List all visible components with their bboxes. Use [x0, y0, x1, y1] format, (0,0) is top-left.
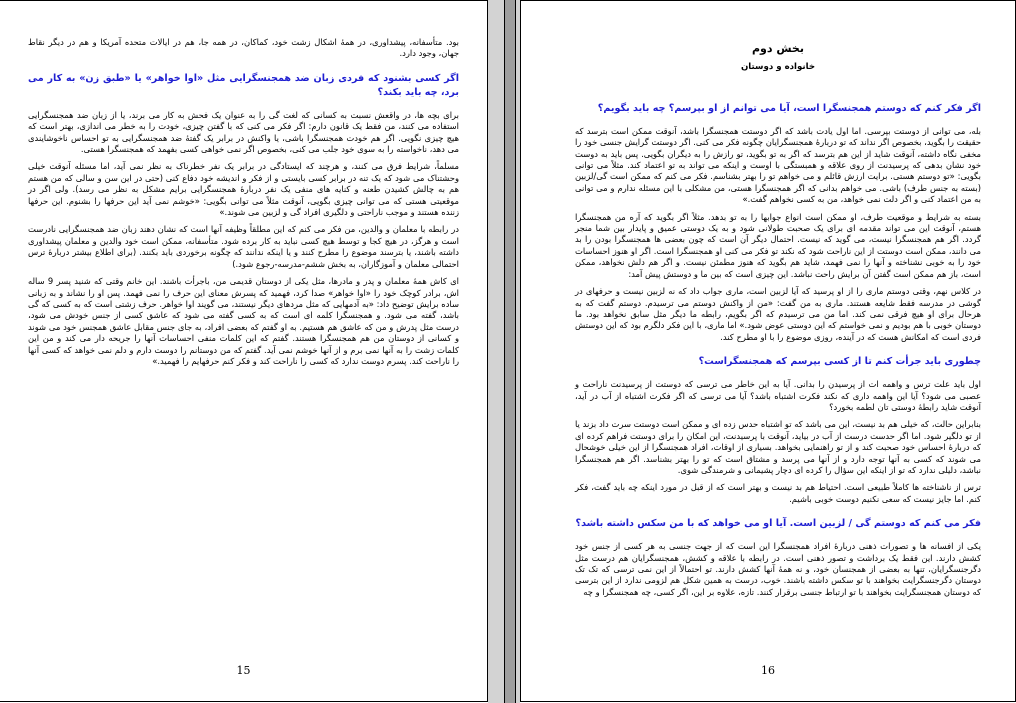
- right-section-heading-3: فکر می کنم که دوستم گی / لزبین است. آیا او می خواهد که با من سکس داشته باشد؟: [575, 518, 981, 530]
- right-s2-paragraph-3: ترس از ناشناخته ها کاملاً طبیعی است. احتیاط هم بد نیست و بهتر است که از قبل در مورد اینکه چه باید گفت، فکر کنم. اما جایز نیست که سعی نکنیم دوست خوبی باشیم.: [575, 482, 981, 504]
- right-page: [520, 0, 1016, 702]
- right-s1-paragraph-2: بسته به شرایط و موقعیت طرف، او ممکن است انواع جوابها را به تو بدهد. مثلاً اگر بگوید که آره من همجنسگرا هستم، آنوقت این می تواند مقدمه ای برای یک صحبت طولانی شود و به یک دوستی عمیق و پایدار بین شما منجر گردد. اگر هم همجنسگرا نیست، می گوید که نیست. احتمال دیگر آن است که چون بعضی ها همجنسگرا بودن را بد می دانند، ممکن است دوستت از این ناراحت شود که نکند تو فکر می کنی او همجنسگرا است. اگر او هنوز احساسات خود را به خوبی نشناخته و آنها را نمی فهمد، شاید هم بگوید که هنوز مطمئن نیست. و اگر هم دلش نخواهد، ممکن است، باز هم ممکن است گفتن آن برایش راحت نباشد. این چیزی است که بین ما و دوستش پیش آمد:: [575, 211, 981, 279]
- left-page-content: [28, 37, 459, 373]
- right-s2-paragraph-1: اول باید علت ترس و واهمه ات از پرسیدن را بدانی. آیا به این خاطر می ترسی که دوستت از پرسیدنت ناراحت و عصبی می شود؟ آیا این واهمه داری که نکند فکرت اشتباه باشد؟ آیا می ترسی که اگر فکرت اشتباه از آب در آید، آنوقت شاید رابطهٔ دوستی تان لطمه بخورد؟: [575, 379, 981, 412]
- right-section-heading-1: اگر فکر کنم که دوستم همجنسگرا است، آیا می توانم از او بپرسم؟ چه باید بگویم؟: [597, 102, 981, 114]
- right-section-heading-2: چطوری باید جرأت کنم تا از کسی بپرسم که همجنسگراست؟: [698, 356, 981, 368]
- chapter-title: بخش دوم: [752, 42, 804, 55]
- left-page: [0, 0, 488, 702]
- chapter-subtitle: خانواده و دوستان: [740, 62, 816, 73]
- left-paragraph-2: مسلماً، شرایط فرق می کنند، و هرچند که ایستادگی در برابر یک نفر خطرناک به نظر نمی آید، اما مسئله آنوقت خیلی وحشتناک می شود که یک تنه در برابر کسی بایستی و از فکر و اندیشه خود دفاع کنی (حتی در این سن و سالی که من هستم هم به چالش کشیدن طعنه و کنایه های منفی یک نفر دربارهٔ همجنسگرایی برایم مشکل به نظر می رسد). ولی اگر در موقعیتی هستی که می توانی چیزی بگویی، آنوقت مثلاً می توانی بگویی: «خوشم نمی آید این حرفها را بشنوم. این حرفها زننده هستند و موجب ناراحتی و دلگیری افراد گی و لزبین می شوند.»: [28, 161, 459, 218]
- left-paragraph-3: در رابطه با معلمان و والدین، من فکر می کنم که این مطلقاً وظیفه آنها است که نشان دهند زبان ضد همجنسگرایی نادرست است و هرگز، در هیچ کجا و توسط هیچ کسی نباید به کار برده شود. متأسفانه، ممکن است خود والدین و معلمان پیشداوری داشته باشند، یا بترسند موضوع را مطرح کنند و یا اینکه ندانند که چگونه برخوردی باید بکنند. (برای اطلاع بیشتر دربارهٔ ترس احتمالی معلمان و آموزگاران، به بخش ششم-مدرسه-رجوع شود.): [28, 224, 459, 269]
- page-divider: [488, 0, 520, 703]
- left-section-heading: اگر کسی بشنود که فردی زبان ضد همجنسگرایی مثل «اوا خواهر» یا «طبق زن» به کار می برد، چه باید بکند؟: [28, 72, 459, 98]
- right-s1-paragraph-3: در کلاس نهم، وقتی دوستم ماری را از او پرسید که آیا لزبین است، ماری جواب داد که نه لزبین نیست و حرفهای در گوشی در مدرسه فقط شایعه هستند. ماری به من گفت: «من از واکنش دوستم می ترسیدم. دوستم گفت که به هرحال برای او هیچ فرقی نمی کند. اما من می ترسیدم که اگر بگویم، رابطه ما دیگر مثل سابق نخواهد بود. ما دوستان خوبی با هم بودیم و نمی خواستم که این دوستی عوض شود.» اما ماری، با این فکر دلگرم بود که این دوستش فردی است که امکانش هست که در آینده، روزی موضوع را با او مطرح کند.: [575, 286, 981, 342]
- right-page-content: [575, 37, 981, 604]
- right-s3-paragraph-1: یکی از افسانه ها و تصورات ذهنی دربارهٔ افراد همجنسگرا این است که از جهت جنسی به هر کسی از جنس خود کشش دارند. این فقط یک برداشت و تصور ذهنی است. در رابطه با علاقه و کشش، همجنسگرایان هم درست مثل دگرجنسگرایان، تنها به بعضی از همجنسان خود، و نه همهٔ آنها کشش دارند. تو احتمالاً از این نمی ترسی که تک تک دوستان دگرجنسگرایت بخواهند با تو سکس داشته باشند. خوب، درست به همین شکل هم لزومی ندارد از این بترسی که دوستان همجنسگرایت بخواهند با تو ارتباط جنسی برقرار کنند. تازه، علاوه بر این، اگر کسی، چه همجنسگرا و چه: [575, 541, 981, 597]
- right-page-number: 16: [761, 664, 775, 677]
- left-top-paragraph: بود. متأسفانه، پیشداوری، در همهٔ اشکال زشت خود، کماکان، در همه جا، هم در ایالات متحده آمریکا و هم در دیگر نقاط جهان، وجود دارد.: [28, 37, 459, 59]
- page-divider-edge: [504, 0, 516, 703]
- left-paragraph-4: ای کاش همهٔ معلمان و پدر و مادرها، مثل یکی از دوستان قدیمی من، باجرأت باشند. این خانم وقتی که شنید پسر 9 ساله اش، برادر کوچک خود را «اوا خواهر» صدا کرد، فهمید که پسرش معنای این حرف را نمی فهمد. پس او را نشاند و به زبانی ساده برایش توضیح داد: «به آدمهایی که مثل مردهای دیگر نیستند، می گویند اوا خواهر. حرف زشتی است که به کسی که گی باشد، گفته می شود. و همجنسگرا کلمه ای است که به کسی گفته می شود که عاشق کسی از جنس خودش می شود، درست مثل پدرش و من که عاشق هم هستیم. به او گفتم که بعضی افراد، به جای جنس مقابل عاشق همجنس خود می شوند و کسانی از دوستان من هم همجنسگرا هستند. گفتم که این کلمات منفی احساسات آنها را جریحه دار می کند و من این کلمات زشت را به آنها نمی برم و از آنها خوشم نمی آید. گفتم که من دوستانم را دوست دارم و دلم نمی خواهد که کسی آنها را ناراحت کند. پسرم دوست ندارد که کسی را ناراحت کند و فکر کنم حرفهایم را فهمید.»: [28, 276, 459, 366]
- right-s2-paragraph-2: بنابراین حالت، که خیلی هم بد نیست، این می باشد که تو اشتباه حدس زده ای و ممکن است دوستت سرت داد بزند یا از تو دلگیر شود. اما اگر حدست درست از آب در بیاید، آنوقت با پرسیدنت، این امکان را برای دوستت فراهم کرده ای که دربارهٔ احساس خود صحبت کند و از تو راهنمایی بخواهد. بسیاری از اوقات، افراد همجنسگرا از این خیلی خوشحال می شوند که کسی به آنها توجه دارد و از آنها می پرسد و مشتاق است که تو را بهتر بشناسد. اگر هم همجنسگرا نباشد، دلیلی ندارد که تو از اینکه این سؤال را کرده ای دچار پشیمانی و شرمندگی شوی.: [575, 419, 981, 475]
- left-page-number: 15: [236, 664, 251, 677]
- right-s1-paragraph-1: بله، می توانی از دوستت بپرسی. اما اول یادت باشد که اگر دوستت همجنسگرا باشد، آنوقت ممکن است بترسد که حقیقت را بگوید، بخصوص اگر نداند که تو دربارهٔ همجنسگرایان چگونه فکر می کنی. اگر دوستت گرایش جنسی خود را مخفی نگاه داشته، آنوقت شاید از این هم بترسد که اگر به تو بگوید، تو رازش را به دیگران بگویی. پس باید به دوست خود نشان بدهی که پرسیدنت از روی علاقه و همبستگی با اوست و اینکه می تواند به تو اعتماد کند. مثلاً می توانی بگویی: «تو دوستم هستی. برایت ارزش قائلم و می خواهم تو را بهتر بشناسم. فکر می کنم که ممکن است گی/لزبین (بسته به جنس طرف) باشی. می خواهم بدانی که اگر همجنسگرا هستی، من مشکلی با این مسئله ندارم و می توانی به من اعتماد کنی و اگر دلت نمی خواهد، من به کسی نخواهم گفت.»: [575, 125, 981, 205]
- left-paragraph-1: برای بچه ها، در واقعش نسبت به کسانی که لغت گی را به عنوان یک فحش به کار می برند، یا از زبان ضد همجنسگرایی استفاده می کنند، من فقط یک قانون دارم: اگر فکر می کنی که با گفتن چیزی، خودت را به خطر می اندازی، بهتر است که هیچ چیزی نگویی. اگر هم خودت همجنسگرا باشی، یا واکنش در برابر یک گفتهٔ ضد همجنسگرایی به تو احساس ناخوشایندی می دهد، ناخواسته را به سوی خود جلب می کنی، بخصوص اگر نمی خواهی کسی بفهمد که همجنسگرا هستی.: [28, 109, 459, 155]
